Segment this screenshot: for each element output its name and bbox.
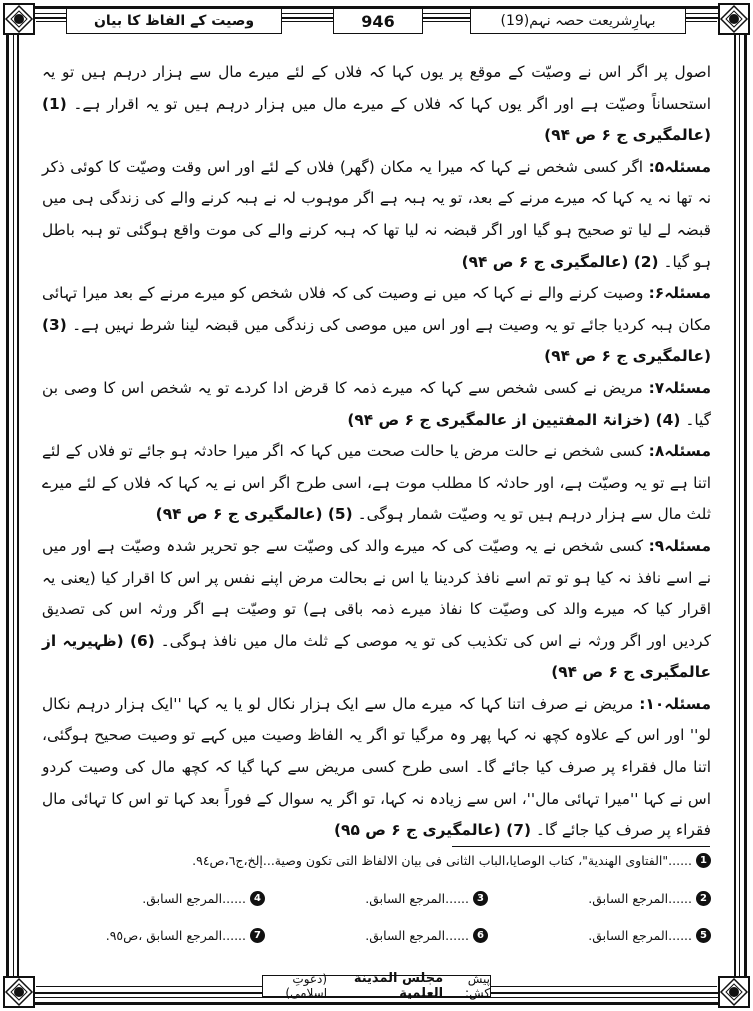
paragraph-text: مریض نے صرف اتنا کہا کہ میرے مال سے ایک ہزار نکال لو یا یہ کہا ''ایک ہزار درہم نکال لو'' اور اس کے علاوہ کچھ نہ کہا پھر وہ مرگیا تو اگر یہ الفاظ وصیت میں کہے تو وصیت صحیح ہوگئی، اتنا مال فقراء پر صرف کیا جائے گا۔ اسی طرح کسی مریض سے کہا گیا کہ کچھ مال کی وصیت کردو اس نے کہا ''میرا تہائی مال''، اس سے زیادہ نہ کہا، تو اگر یہ سوال کے فوراً بعد کہا تو اس کا تہائی مال فقراء پر صرف کیا جائے گا۔ — [42, 694, 711, 840]
masala-label: مسئلہ۶: — [648, 284, 711, 303]
page-number: 946 — [333, 8, 423, 34]
footer-rule — [491, 986, 717, 987]
footnote — [488, 891, 711, 906]
header-rule — [686, 21, 717, 22]
footnote-text: ......المرجع السابق ،ص٩٥. — [105, 928, 246, 943]
footnote-number: 3 — [473, 891, 488, 906]
footnote-text: ......المرجع السابق. — [142, 891, 246, 906]
footnote-number: 2 — [696, 891, 711, 906]
footnote — [42, 891, 265, 906]
footer-org-name: مجلس المدينة العلمية — [353, 971, 444, 1001]
footer-rule — [36, 986, 262, 987]
footnote-number: 1 — [696, 853, 711, 868]
paragraph — [42, 436, 711, 531]
chapter-title: وصیت کے الفاظ کا بیان — [66, 8, 282, 34]
footnote-text: ......المرجع السابق. — [588, 891, 692, 906]
reference: (2) (عالمگیری ج ۶ ص ۹۴) — [461, 252, 659, 271]
masala-label: مسئلہ۹: — [648, 536, 711, 555]
corner-ornament-bottom-right — [717, 975, 751, 1009]
reference: (5) (عالمگیری ج ۶ ص ۹۴) — [155, 505, 353, 524]
footnote-text: ......المرجع السابق. — [365, 891, 469, 906]
corner-ornament-bottom-left — [2, 975, 36, 1009]
paragraph — [42, 531, 711, 689]
footnote-text: ......"الفتاوى الهندية"، كتاب الوصايا،الباب الثانی فی بيان الالفاظ التی تكون وصية...إلخ،ج٦،ص٩٤. — [192, 853, 692, 868]
body-text — [42, 57, 711, 847]
reference: (6) (ظہیریہ از عالمگیری ج ۶ ص ۹۴) — [42, 631, 711, 682]
header-rule — [423, 21, 470, 22]
reference: (1) (عالمگیری ج ۶ ص ۹۴) — [42, 94, 711, 145]
reference: (7) (عالمگیری ج ۶ ص ۹۵) — [334, 821, 531, 840]
footnote — [265, 891, 488, 906]
paragraph-text: اصول پر اگر اس نے وصیّت کے موقع پر یوں کہا کہ فلاں کے لئے میرے مال سے ہزار درہم ہیں تو یہ استحساناً وصیّت ہے اور اگر یوں کہا کہ فلاں کے میرے مال میں ہزار درہم ہیں تو یہ اقرار ہے۔ — [42, 63, 711, 113]
footnote-row — [42, 928, 711, 943]
footer-credit — [262, 971, 491, 1001]
paragraph — [42, 152, 711, 278]
footnote — [42, 928, 265, 943]
paragraph-text: وصیت کرنے والے نے کہا کہ میں نے وصیت کی کہ فلاں شخص کو میرے مرنے کے بعد میرا تہائی مکان ہبہ کردیا جائے تو یہ وصیت ہے اور اس میں موصی کی زندگی میں قبضہ لینا شرط نہیں ہے۔ — [42, 284, 711, 334]
footnote-number: 7 — [250, 928, 265, 943]
footnote — [192, 853, 711, 868]
footnote-number: 4 — [250, 891, 265, 906]
paragraph — [42, 57, 711, 152]
footer-org-note: (دعوتِ اسلامی) — [285, 972, 328, 1000]
footnote-number: 5 — [696, 928, 711, 943]
footnote-text: ......المرجع السابق. — [365, 928, 469, 943]
paragraph — [42, 373, 711, 436]
paragraph-text: مریض نے کسی شخص سے کہا کہ میرے ذمہ کا قرض ادا کردے تو یہ شخص اس کا وصی بن گیا۔ — [42, 378, 711, 429]
footnote — [265, 928, 488, 943]
footnote — [488, 928, 711, 943]
masala-label: مسئلہ۷: — [648, 378, 711, 397]
corner-ornament-top-left — [2, 2, 36, 36]
paragraph — [42, 278, 711, 373]
masala-label: مسئلہ۵: — [648, 157, 711, 176]
footnote-row — [42, 891, 711, 906]
footnote-number: 6 — [473, 928, 488, 943]
footnote-text: ......المرجع السابق. — [588, 928, 692, 943]
footnote-row — [42, 853, 711, 868]
paragraph-text: کسی شخص نے یہ وصیّت کی کہ میرے والد کی وصیّت سے جو تحریر شدہ وصیّت ہے اور میں نے اسے نافذ نہ کیا ہو تو تم اسے نافذ کردینا یا اس نے بحالت مرض اپنے نفس پر اس کا اقرار کیا (یعنی یہ اقرار کیا کہ میرے والد کی وصیّت کا نفاذ میرے ذمہ باقی ہے) تو وصیّت ہے اگر ورثہ اس کی تصدیق کردیں اور اگر ورثہ نے اس کی تکذیب کی تو یہ موصی کے ثلث مال میں نافذ ہوگی۔ — [42, 536, 711, 650]
masala-label: مسئلہ۸: — [648, 442, 711, 461]
masala-label: مسئلہ۱۰: — [639, 694, 711, 713]
paragraph-text: اگر کسی شخص نے کہا کہ میرا یہ مکان (گھر) فلاں کے لئے اور اس وقت وصیّت کا کوئی ذکر نہ تھا نہ یہ کہا کہ میرے مرنے کے بعد، تو یہ ہبہ ہے اگر موہوب لہ نے ہبہ کرنے والے کی زندگی ہی میں قبضہ لے لیا تو صحیح ہو گیا اور اگر قبضہ نہ لیا تھا کہ ہبہ کرنے والے کی موت واقع ہوگئی تو ہبہ باطل ہو گیا۔ — [42, 157, 711, 271]
footer-presented-by: پیش کش: — [464, 972, 490, 1000]
header-rule — [36, 21, 66, 22]
footnote-separator — [452, 846, 710, 847]
reference: (3) (عالمگیری ج ۶ ص ۹۴) — [42, 315, 711, 366]
book-title: بہارِشریعت حصہ نہم(19) — [470, 8, 686, 34]
paragraph-text: کسی شخص نے حالت مرض یا حالت صحت میں کہا کہ اگر میرا حادثہ ہو جائے تو فلاں کے لئے اتنا ہے تو یہ وصیّت ہے، اور حادثہ کا مطلب موت ہے، اسی طرح اگر اس نے یہ کہا کہ فلاں کے لئے میرے ثلث مال سے ہزار درہم ہیں تو یہ وصیّت شمار ہوگی۔ — [42, 442, 711, 524]
header-rule — [282, 21, 333, 22]
paragraph — [42, 689, 711, 847]
corner-ornament-top-right — [717, 2, 751, 36]
reference: (4) (خزانۃ المفتیین از عالمگیری ج ۶ ص ۹۴) — [347, 410, 681, 429]
